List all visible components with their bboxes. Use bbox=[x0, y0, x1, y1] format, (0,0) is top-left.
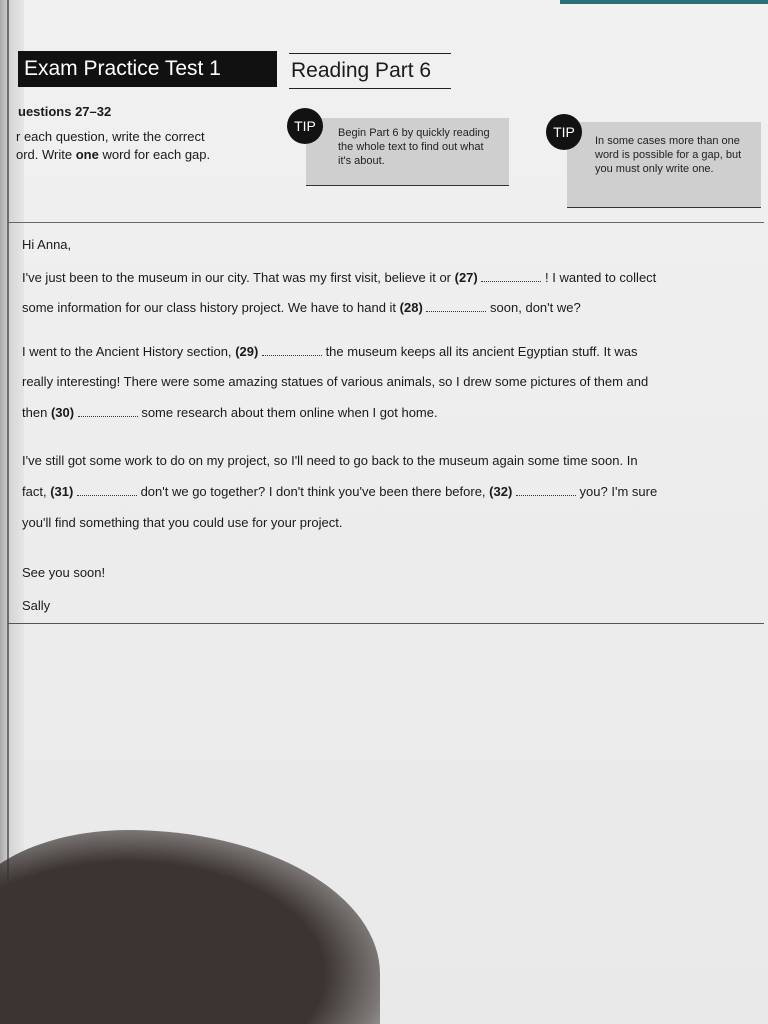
answer-gap-29[interactable] bbox=[262, 345, 322, 356]
answer-gap-32[interactable] bbox=[516, 485, 576, 496]
question-number-27: (27) bbox=[454, 270, 478, 285]
letter-line-2 bbox=[22, 300, 581, 315]
letter-signoff: See you soon! bbox=[22, 565, 106, 580]
tip-text-2: In some cases more than one word is possible for a gap, but you must only write one. bbox=[595, 135, 742, 175]
letter-line-7 bbox=[22, 484, 657, 499]
text-segment: soon, don't we? bbox=[490, 300, 581, 315]
instruction-bold-word: one bbox=[75, 147, 99, 162]
instruction-line-2 bbox=[16, 146, 256, 164]
letter-line-5 bbox=[22, 405, 438, 420]
letter-line-4: really interesting! There were some amazing statues of various animals, so I drew some pictures of them and bbox=[22, 374, 649, 389]
question-number-31: (31) bbox=[50, 484, 74, 499]
text-segment: I went to the Ancient History section, bbox=[22, 344, 232, 359]
instruction-suffix: word for each gap. bbox=[98, 147, 211, 162]
letter-signature-name: Sally bbox=[22, 598, 51, 613]
question-number-29: (29) bbox=[235, 344, 259, 359]
answer-gap-28[interactable] bbox=[426, 301, 486, 312]
questions-label: uestions 27–32 bbox=[18, 104, 112, 119]
tip-box-2 bbox=[567, 122, 761, 208]
letter-line-1 bbox=[22, 270, 656, 285]
question-number-28: (28) bbox=[399, 300, 423, 315]
text-segment: you? I'm sure bbox=[579, 484, 658, 499]
instruction-line-1: r each question, write the correct bbox=[16, 129, 205, 144]
letter-line-6: I've still got some work to do on my project, so I'll need to go back to the museum again some time soon. In bbox=[22, 453, 638, 468]
tip-badge-1: TIP bbox=[287, 108, 323, 144]
hand-shadow bbox=[0, 830, 380, 1024]
text-segment: ! I wanted to collect bbox=[545, 270, 657, 285]
text-segment: some research about them online when I got home. bbox=[141, 405, 438, 420]
letter-line-3 bbox=[22, 344, 637, 359]
part-title: Reading Part 6 bbox=[289, 53, 451, 89]
answer-gap-30[interactable] bbox=[78, 406, 138, 417]
question-number-30: (30) bbox=[50, 405, 75, 420]
question-number-32: (32) bbox=[489, 484, 513, 499]
answer-gap-31[interactable] bbox=[77, 485, 137, 496]
instructions bbox=[16, 128, 256, 164]
text-segment: the museum keeps all its ancient Egyptian stuff. It was bbox=[325, 344, 638, 359]
text-segment: I've just been to the museum in our city. That was my first visit, believe it or bbox=[22, 270, 451, 285]
letter-line-8: you'll find something that you could use for your project. bbox=[22, 515, 343, 530]
text-segment: fact, bbox=[22, 484, 47, 499]
text-segment: then bbox=[22, 405, 48, 420]
tip-box-1 bbox=[306, 118, 509, 186]
top-color-strip bbox=[560, 0, 768, 4]
tip-badge-2: TIP bbox=[546, 114, 582, 150]
letter-greeting: Hi Anna, bbox=[22, 237, 72, 252]
test-title: Exam Practice Test 1 bbox=[18, 51, 277, 87]
tip-text-1: Begin Part 6 by quickly reading the whole text to find out what it's about. bbox=[338, 127, 490, 167]
answer-gap-27[interactable] bbox=[481, 271, 541, 282]
instruction-prefix: ord. Write bbox=[16, 147, 76, 162]
text-segment: don't we go together? I don't think you've been there before, bbox=[140, 484, 486, 499]
text-segment: some information for our class history project. We have to hand it bbox=[22, 300, 397, 315]
